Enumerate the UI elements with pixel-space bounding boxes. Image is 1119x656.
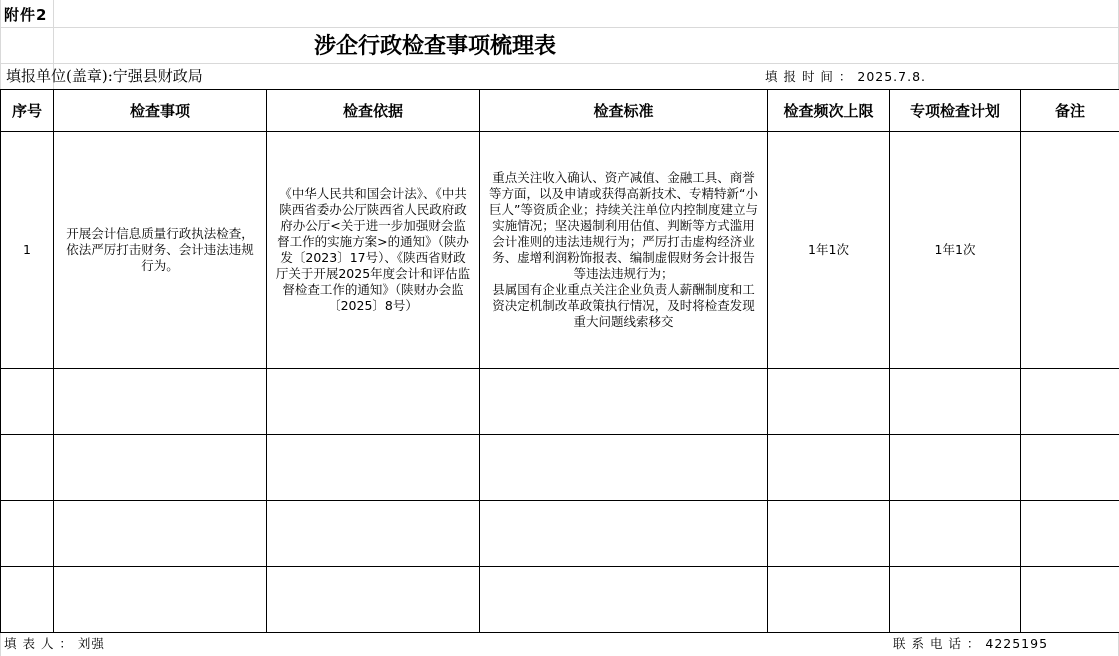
inspection-table [0, 89, 1119, 633]
cell-basis-text: 《中华人民共和国会计法》、《中共陕西省委办公厅陕西省人民政府政府办公厅<关于进一步加强财会监督工作的实施方案>的通知》（陕办发〔2023〕17号）、《陕西省财政厅关于开展2025年度会计和评估监督检查工作的通知》（陕财办会监〔2025〕8号） [275, 186, 471, 313]
col-header-plan: 专项检查计划 [890, 90, 1021, 132]
cell-frequency-text: 1年1次 [808, 242, 849, 257]
empty-cell[interactable] [890, 369, 1021, 435]
empty-cell[interactable] [768, 567, 890, 633]
contact-phone: 联 系 电 话 ： 4225195 [893, 636, 1049, 651]
empty-cell[interactable] [54, 435, 267, 501]
cell-item[interactable] [54, 132, 267, 369]
col-header-item: 检查事项 [54, 90, 267, 132]
empty-cell[interactable] [768, 501, 890, 567]
empty-cell[interactable] [890, 567, 1021, 633]
empty-cell[interactable] [890, 501, 1021, 567]
empty-cell[interactable] [1021, 567, 1119, 633]
empty-cell[interactable] [54, 501, 267, 567]
gridline [0, 63, 1119, 64]
empty-cell[interactable] [890, 435, 1021, 501]
empty-cell[interactable] [1021, 369, 1119, 435]
attachment-label: 附件2 [4, 6, 48, 24]
page-title: 涉企行政检查事项梳理表 [313, 33, 556, 59]
cell-plan-text: 1年1次 [934, 242, 976, 257]
col-header-remark: 备注 [1021, 90, 1119, 132]
empty-cell[interactable] [267, 369, 480, 435]
empty-cell[interactable] [1, 369, 54, 435]
cell-no-text: 1 [23, 242, 31, 257]
cell-basis[interactable] [267, 132, 480, 369]
empty-cell[interactable] [1, 567, 54, 633]
empty-cell[interactable] [768, 435, 890, 501]
empty-cell[interactable] [1021, 435, 1119, 501]
empty-cell[interactable] [1, 501, 54, 567]
cell-item-text: 开展会计信息质量行政执法检查，依法严厉打击财务、会计违法违规行为。 [66, 226, 254, 273]
empty-cell[interactable] [1, 435, 54, 501]
empty-cell[interactable] [267, 501, 480, 567]
empty-cell[interactable] [267, 567, 480, 633]
filler-label: 填 表 人 ： 刘强 [4, 636, 105, 651]
table-row [1, 132, 1119, 369]
empty-cell[interactable] [768, 369, 890, 435]
col-header-frequency: 检查频次上限 [768, 90, 890, 132]
cell-standard[interactable] [480, 132, 768, 369]
table-header-row [1, 90, 1119, 132]
col-header-standard: 检查标准 [480, 90, 768, 132]
table-row-empty [1, 369, 1119, 435]
cell-remark[interactable] [1021, 132, 1119, 369]
cell-standard-text-1: 重点关注收入确认、资产减值、金融工具、商誉等方面，以及申请或获得高新技术、专精特新“小巨人”等资质企业；持续关注单位内控制度建立与实施情况；坚决遏制利用估值、判断等方式滥用会计准则的违法违规行为；严厉打击虚构经济业务、虚增利润粉饰报表、编制虚假财务会计报告等违法违规行为； [489, 170, 758, 281]
cell-no[interactable] [1, 132, 54, 369]
table-row-empty [1, 435, 1119, 501]
empty-cell[interactable] [267, 435, 480, 501]
empty-cell[interactable] [54, 369, 267, 435]
col-header-no: 序号 [1, 90, 54, 132]
cell-frequency[interactable] [768, 132, 890, 369]
reporting-date: 填 报 时 间 ： 2025.7.8. [765, 69, 927, 84]
empty-cell[interactable] [480, 501, 768, 567]
empty-cell[interactable] [480, 435, 768, 501]
table-row-empty [1, 501, 1119, 567]
empty-cell[interactable] [480, 567, 768, 633]
col-header-basis: 检查依据 [267, 90, 480, 132]
table-row-empty [1, 567, 1119, 633]
empty-cell[interactable] [1021, 501, 1119, 567]
cell-standard-text-2: 县属国有企业重点关注企业负责人薪酬制度和工资决定机制改革政策执行情况，及时将检查发现重大问题线索移交 [492, 282, 755, 329]
gridline [0, 27, 1119, 28]
empty-cell[interactable] [480, 369, 768, 435]
cell-plan[interactable] [890, 132, 1021, 369]
empty-cell[interactable] [54, 567, 267, 633]
reporting-unit: 填报单位(盖章):宁强县财政局 [6, 67, 203, 85]
